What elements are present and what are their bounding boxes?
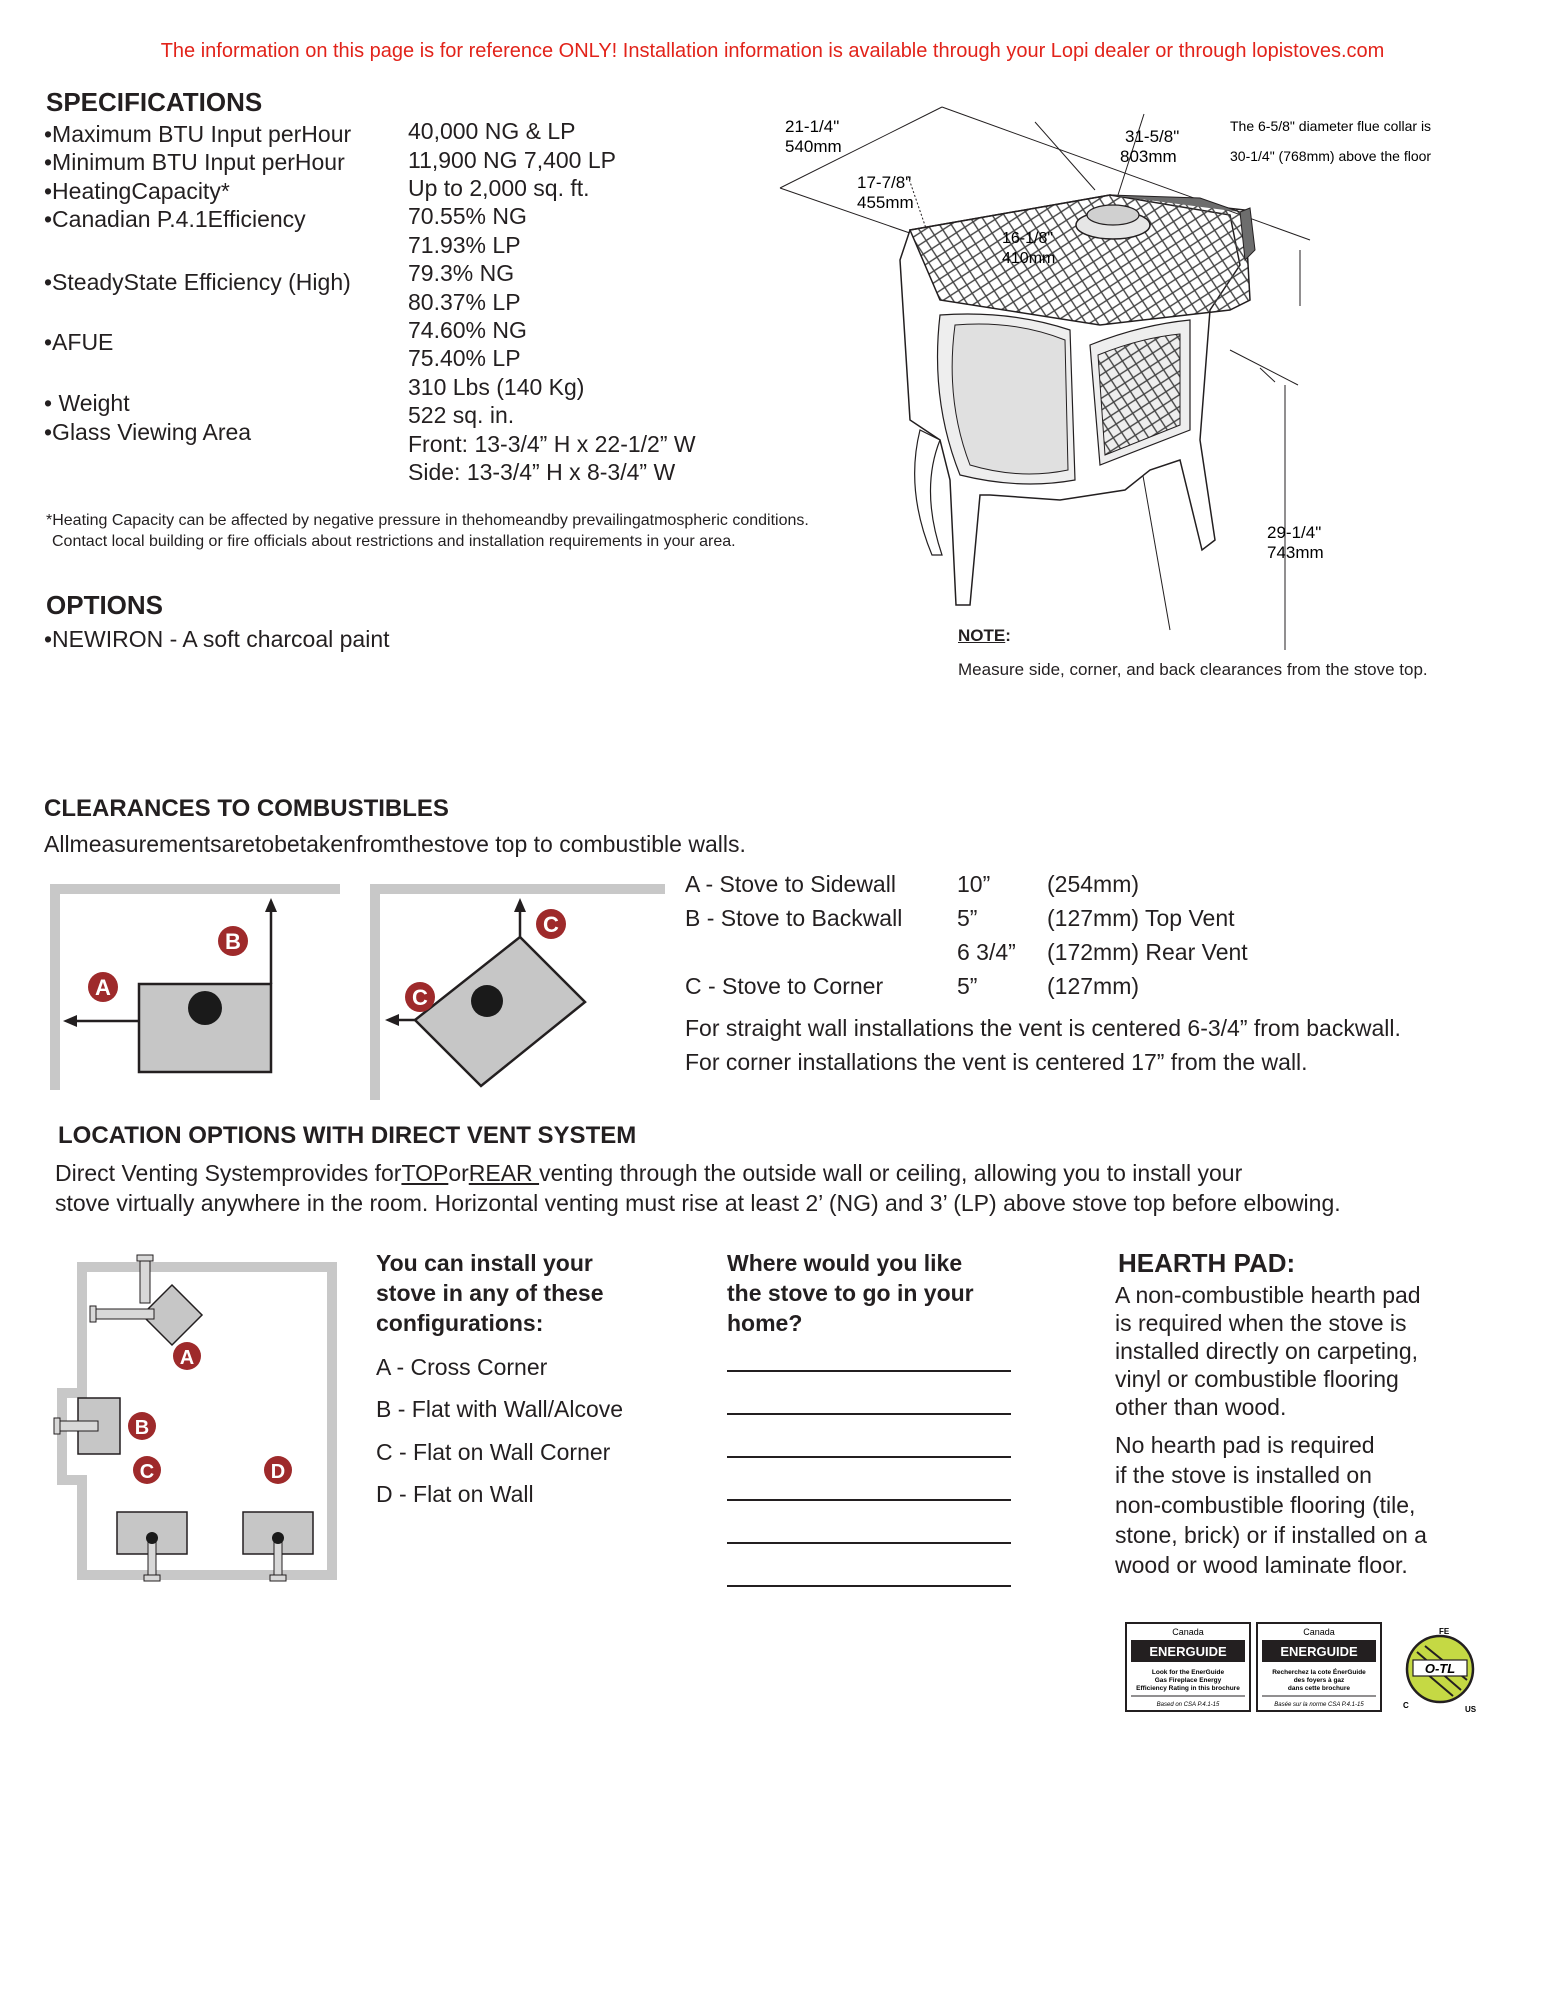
intro-pre: Direct Venting Systemprovides for <box>55 1160 402 1186</box>
dim-depth-in: 17-7/8" <box>857 173 912 192</box>
clearance-label: B - Stove to Backwall <box>685 905 903 931</box>
dim-flue-in: 16-1/8" <box>1002 230 1054 247</box>
clearances-heading: CLEARANCES TO COMBUSTIBLES <box>44 795 449 822</box>
position-a <box>90 1255 202 1370</box>
clearance-inches: 6 3/4” <box>957 939 1016 965</box>
energuide-en-line-2: Gas Fireplace Energy <box>1154 1677 1222 1684</box>
intro-top: TOP <box>401 1160 449 1186</box>
clearance-label: A - Stove to Sidewall <box>685 871 896 897</box>
intro-or: or <box>448 1160 469 1186</box>
clearance-mm: (127mm) Top Vent <box>1047 905 1235 931</box>
config-heading-line-1: You can install your <box>376 1250 593 1276</box>
clearance-inches: 5” <box>957 905 978 931</box>
clearance-row <box>685 867 1266 901</box>
position-d-label: D <box>270 1461 286 1483</box>
clearance-note-corner: For corner installations the vent is centered 17” from the wall. <box>685 1049 1308 1075</box>
spec-value: 75.40% LP <box>408 345 521 371</box>
question-line-2: the stove to go in your <box>727 1280 974 1306</box>
location-intro-line-1 <box>55 1158 1242 1188</box>
hearth-line: No hearth pad is required <box>1115 1432 1375 1458</box>
intro-rear: REAR <box>468 1160 540 1186</box>
position-c-label: C <box>139 1461 155 1483</box>
spec-value: 40,000 NG & LP <box>408 118 576 144</box>
dim-height-mm: 743mm <box>1267 543 1324 562</box>
question-line-3: home? <box>727 1310 803 1336</box>
spec-value: Up to 2,000 sq. ft. <box>408 175 590 201</box>
clearances-subtitle: Allmeasurementsaretobetakenfromthestove top to combustible walls. <box>44 831 746 857</box>
corner-diagram <box>370 884 665 1100</box>
dim-width-in: 21-1/4" <box>785 117 840 136</box>
answer-line[interactable] <box>727 1585 1011 1587</box>
hearth-line: vinyl or combustible flooring <box>1115 1366 1399 1392</box>
otl-certification-logo <box>1395 1622 1485 1714</box>
spec-value: 11,900 NG 7,400 LP <box>408 147 616 173</box>
dim-depth-mm: 455mm <box>857 193 914 212</box>
clearance-mm: (172mm) Rear Vent <box>1047 939 1248 965</box>
specifications-heading: SPECIFICATIONS <box>46 87 263 117</box>
note-text: Measure side, corner, and back clearances from the stove top. <box>958 660 1428 679</box>
marker-c-top-label: C <box>543 912 559 937</box>
energuide-fr-line-3: dans cette brochure <box>1287 1685 1351 1692</box>
dim-width-mm: 540mm <box>785 137 842 156</box>
clearance-mm: (254mm) <box>1047 871 1140 897</box>
spec-value: 79.3% NG <box>408 260 515 286</box>
room-layout-diagram <box>50 1255 340 1585</box>
spec-label-steady-state: •SteadyState Efficiency (High) <box>44 269 351 295</box>
clearance-label: C - Stove to Corner <box>685 973 884 999</box>
hearth-line: other than wood. <box>1115 1394 1287 1420</box>
spec-label-weight: • Weight <box>44 390 130 416</box>
spec-label-max-btu: •Maximum BTU Input perHour <box>44 121 352 147</box>
position-b <box>54 1398 156 1454</box>
spec-value: 71.93% LP <box>408 232 521 258</box>
dim-flue-mm: 410mm <box>1002 250 1056 267</box>
spec-value: 74.60% NG <box>408 317 527 343</box>
spec-value: 80.37% LP <box>408 289 521 315</box>
energuide-badges <box>1125 1622 1385 1714</box>
otl-right: US <box>1465 1705 1477 1714</box>
stove-illustration <box>900 195 1255 605</box>
straight-wall-diagram <box>50 884 340 1090</box>
hearth-line: wood or wood laminate floor. <box>1115 1552 1408 1578</box>
clearance-inches: 5” <box>957 973 978 999</box>
clearance-row <box>685 935 1266 969</box>
energuide-fr-line-2: des foyers à gaz <box>1293 1677 1345 1684</box>
location-intro-line-2: stove virtually anywhere in the room. Horizontal venting must rise at least 2’ (NG) and 3’ (LP) above stove top before elbowing. <box>55 1190 1341 1216</box>
spec-value: 522 sq. in. <box>408 402 515 428</box>
energuide-en-foot: Based on CSA P.4.1-15 <box>1156 1702 1220 1708</box>
energuide-en-line-1: Look for the EnerGuide <box>1151 1669 1225 1676</box>
reference-notice: The information on this page is for reference ONLY! Installation information is available through your Lopi dealer or through lopistoves.com <box>160 40 1385 62</box>
answer-line[interactable] <box>727 1370 1011 1372</box>
spec-label-afue: •AFUE <box>44 329 114 355</box>
config-item-c: C - Flat on Wall Corner <box>376 1439 611 1465</box>
hearth-line: stone, brick) or if installed on a <box>1115 1522 1427 1548</box>
hearth-line: is required when the stove is <box>1115 1310 1407 1336</box>
hearth-line: if the stove is installed on <box>1115 1462 1372 1488</box>
spec-value: Front: 13-3/4” H x 22-1/2” W <box>408 431 696 457</box>
flue-note-line-1: The 6-5/8" diameter flue collar is <box>1230 118 1432 134</box>
spec-label-heating-capacity: •HeatingCapacity* <box>44 178 230 204</box>
option-item: •NEWIRON - A soft charcoal paint <box>44 626 390 652</box>
spec-footnote-2: Contact local building or fire officials about restrictions and installation requirements in your area. <box>52 533 736 550</box>
clearance-diagrams <box>45 880 665 1105</box>
answer-line[interactable] <box>727 1542 1011 1544</box>
answer-line[interactable] <box>727 1456 1011 1458</box>
flue-note-line-2: 30-1/4" (768mm) above the floor <box>1230 148 1432 164</box>
dim-diagonal-mm: 803mm <box>1120 147 1177 166</box>
spec-label-canadian-efficiency: •Canadian P.4.1Efficiency <box>44 206 306 232</box>
energuide-fr-foot: Basée sur la norme CSA P.4.1-15 <box>1274 1702 1364 1708</box>
note-colon: : <box>1005 626 1011 645</box>
position-a-label: A <box>179 1347 195 1369</box>
hearth-line: A non-combustible hearth pad <box>1115 1282 1421 1308</box>
config-item-a: A - Cross Corner <box>376 1354 548 1380</box>
spec-value: 70.55% NG <box>408 203 527 229</box>
energuide-en-brand: ENERGUIDE <box>1149 1644 1227 1659</box>
marker-b-label: B <box>225 929 241 954</box>
stove-dimension-diagram <box>770 100 1432 660</box>
question-line-1: Where would you like <box>727 1250 963 1276</box>
energuide-fr-brand: ENERGUIDE <box>1280 1644 1358 1659</box>
energuide-en-country: Canada <box>1172 1627 1204 1637</box>
hearth-pad-para-2 <box>1115 1430 1427 1580</box>
energuide-fr-badge <box>1257 1623 1381 1711</box>
clearance-mm: (127mm) <box>1047 973 1140 999</box>
otl-left: C <box>1403 1701 1409 1710</box>
spec-value: Side: 13-3/4” H x 8-3/4” W <box>408 459 676 485</box>
otl-top: FE <box>1439 1627 1450 1636</box>
spec-label-glass-area: •Glass Viewing Area <box>44 419 252 445</box>
hearth-pad-para-1 <box>1115 1281 1421 1421</box>
clearance-row <box>685 969 1266 1003</box>
spec-label-min-btu: •Minimum BTU Input perHour <box>44 149 345 175</box>
energuide-fr-line-1: Recherchez la cote ÉnerGuide <box>1272 1669 1366 1676</box>
location-heading: LOCATION OPTIONS WITH DIRECT VENT SYSTEM <box>58 1122 637 1149</box>
dim-height-in: 29-1/4" <box>1267 523 1322 542</box>
note-heading <box>958 626 1011 646</box>
config-heading-line-3: configurations: <box>376 1310 544 1336</box>
marker-c-side-label: C <box>412 985 428 1010</box>
clearances-table <box>685 867 1266 1003</box>
position-b-label: B <box>134 1417 150 1439</box>
spec-footnote-1: *Heating Capacity can be affected by negative pressure in thehomeandby prevailingatmospheric conditions. <box>46 512 809 529</box>
config-heading-line-2: stove in any of these <box>376 1280 604 1306</box>
energuide-en-line-3: Efficiency Rating in this brochure <box>1136 1685 1240 1692</box>
spec-value: 310 Lbs (140 Kg) <box>408 374 585 400</box>
note-label: NOTE <box>958 626 1006 645</box>
clearance-label <box>685 935 957 969</box>
options-heading: OPTIONS <box>46 590 164 620</box>
hearth-line: installed directly on carpeting, <box>1115 1338 1418 1364</box>
marker-a-label: A <box>95 975 111 1000</box>
config-item-d: D - Flat on Wall <box>376 1481 534 1507</box>
answer-line[interactable] <box>727 1499 1011 1501</box>
hearth-pad-heading: HEARTH PAD: <box>1118 1248 1296 1278</box>
intro-post: venting through the outside wall or ceiling, allowing you to install your <box>539 1160 1243 1186</box>
position-d <box>243 1456 313 1581</box>
clearance-note-straight: For straight wall installations the vent is centered 6-3/4” from backwall. <box>685 1015 1401 1041</box>
config-item-b: B - Flat with Wall/Alcove <box>376 1396 624 1422</box>
clearance-inches: 10” <box>957 871 991 897</box>
otl-label: O-TL <box>1424 1661 1456 1676</box>
energuide-en-badge <box>1126 1623 1250 1711</box>
position-c <box>117 1456 187 1581</box>
answer-line[interactable] <box>727 1413 1011 1415</box>
hearth-line: non-combustible flooring (tile, <box>1115 1492 1416 1518</box>
energuide-fr-country: Canada <box>1303 1627 1335 1637</box>
dim-diagonal-in: 31-5/8" <box>1125 127 1180 146</box>
clearance-row <box>685 901 1266 935</box>
